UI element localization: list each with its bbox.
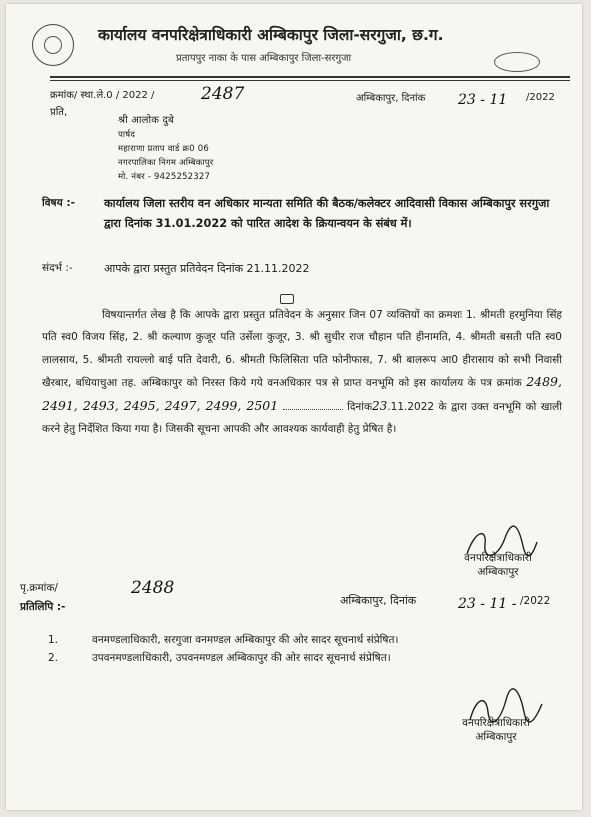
recipient-org: नगरपालिका निगम अम्बिकापुर <box>118 158 214 168</box>
signature-2-place: अम्बिकापुर <box>475 731 517 743</box>
recipient-block <box>118 114 213 184</box>
subject-text: कार्यालय जिला स्तरीय वन अधिकार मान्यता समिति की बैठक/कलेक्टर आदिवासी विकास अम्बिकापुर सरगुजा द्वारा दिनांक 31.01.2022 को पारित आदेश के क्रियान्वयन के संबंध में। <box>104 197 550 230</box>
date-year: /2022 <box>526 92 555 103</box>
reference-text: आपके द्वारा प्रस्तुत प्रतिवेदन दिनांक 21.11.2022 <box>104 262 310 275</box>
recipient-post: पार्षद <box>118 130 136 140</box>
header-rule <box>50 76 570 78</box>
copy-date-handwritten: 23 - 11 - <box>458 596 517 612</box>
body-date-prefix: दिनांक <box>347 400 373 413</box>
copy-date-year: /2022 <box>520 595 551 607</box>
body-text-1: विषयान्तर्गत लेख है कि आपके द्वारा प्रस्तुत प्रतिवेदन के अनुसार जिन 07 व्यक्तियों का क्रमशः 1. श्रीमती हरमुनिया सिंह पति स्व0 विजय सिंह, 2. श्री कल्याण कुजूर पति उर्सेला कुजूर, 3. श्री सुधीर राज चौहान पति हीनामति, 4. श्रीमती बसती पति स्व0 लालसाय, 5. श्रीमती रायल्लो बाई पति देवारी, 6. श्रीमती फिलिसिता पति फोनीफास, 7. श्री बालरूप आ0 हीरासाय को सभी निवासी खैरबार, बधियाचुआ तह. अम्बिकापुर को निरस्त किये गये वनअधिकार पत्र से प्राप्त वनभूमि को इस कार्यालय के पत्र क्रमांक <box>42 309 562 390</box>
blank-line <box>283 409 343 410</box>
date-label: अम्बिकापुर, दिनांक <box>356 93 426 104</box>
kramak-number: 2487 <box>201 84 245 104</box>
date-handwritten: 23 - 11 <box>458 92 508 108</box>
subject-label: विषय :- <box>42 197 75 209</box>
recipient-ward: महाराणा प्रताप वार्ड क्र0 06 <box>118 144 209 154</box>
reference-label: संदर्भ :- <box>42 262 73 274</box>
copy-list-item: 1. वनमण्डलाधिकारी, सरगुजा वनमण्डल अम्बिकापुर की ओर सादर सूचनार्थ संप्रेषित। <box>48 634 399 646</box>
body-date-handwritten: 23 <box>372 398 388 413</box>
body-text-2: .11.2022 के द्वारा उक्त वनभूमि को खाली करने हेतु निर्देशित किया गया है। जिसकी सूचना आपकी और आवश्यक कार्यवाही हेतु प्रेषित है। <box>42 400 563 436</box>
copy-list-item: 2. उपवनमण्डलाधिकारी, उपवनमण्डल अम्बिकापुर की ओर सादर सूचनार्थ संप्रेषित। <box>48 652 391 664</box>
copy-kramak-label: पृ.क्रमांक/ <box>20 582 58 594</box>
signature-1-designation: वनपरिक्षेत्राधिकारी <box>464 552 532 564</box>
header-rule-thin <box>50 80 570 81</box>
paragraph-marker-icon <box>280 294 294 304</box>
office-emblem-icon <box>32 24 74 66</box>
office-title: कार्यालय वनपरिक्षेत्राधिकारी अम्बिकापुर जिला-सरगुजा, छ.ग. <box>98 26 444 44</box>
recipient-mobile: मो. नंबर - 9425252327 <box>118 172 211 182</box>
letter-numbers-handwritten: 2489, 2491, 2493, 2495, 2497, 2499, 2501 <box>42 374 562 413</box>
signature-1-title <box>438 551 558 579</box>
copy-kramak-number: 2488 <box>131 578 175 598</box>
prati-label: प्रति, <box>50 107 68 118</box>
kramak-label: क्रमांक/ स्था.ले.0 / 2022 / <box>50 90 155 101</box>
office-address: प्रतापपुर नाका के पास अम्बिकापुर जिला-सरगुजा <box>176 53 352 64</box>
letter-page <box>6 4 582 810</box>
stamp-seal-icon <box>494 52 540 72</box>
recipient-name: श्री आलोक दुबे <box>118 115 174 126</box>
signature-1-place: अम्बिकापुर <box>477 566 519 578</box>
signature-2-title <box>436 716 556 744</box>
copy-list <box>48 631 398 667</box>
copy-date-label: अम्बिकापुर, दिनांक <box>340 594 417 607</box>
signature-2-designation: वनपरिक्षेत्राधिकारी <box>462 717 530 729</box>
pratilipi-label: प्रतिलिपि :- <box>20 601 66 613</box>
body-paragraph <box>42 304 562 440</box>
